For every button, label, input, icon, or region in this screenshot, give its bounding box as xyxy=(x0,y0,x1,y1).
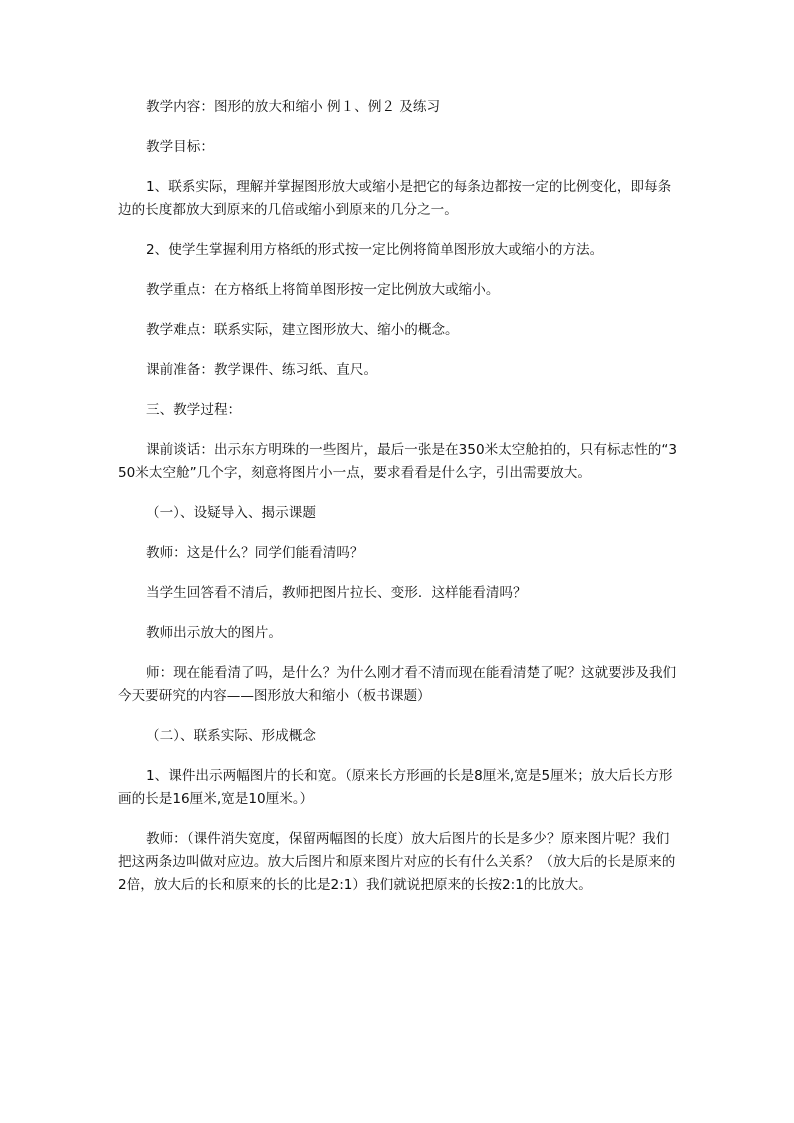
courseware-item-1: 1、课件出示两幅图片的长和宽。（原来长方形画的长是8厘米,宽是5厘米；放大后长方形画的长是16厘米,宽是10厘米。） xyxy=(118,768,673,807)
teaching-goals-heading: 教学目标： xyxy=(146,139,214,155)
teaching-difficulty: 教学难点：联系实际，建立图形放大、缩小的概念。 xyxy=(146,322,459,338)
pre-class-talk: 课前谈话：出示东方明珠的一些图片，最后一张是在350米太空舱拍的，只有标志性的“350米太空舱”几个字，刻意将图片小一点，要求看看是什么字，引出需要放大。 xyxy=(118,442,678,481)
teacher-shows-enlarged: 教师出示放大的图片。 xyxy=(146,625,282,641)
section-2-heading: （二）、联系实际、形成概念 xyxy=(146,728,316,744)
goal-item-2: 2、使学生掌握利用方格纸的形式按一定比例将简单图形放大或缩小的方法。 xyxy=(146,242,604,258)
teacher-explanation: 教师：（课件消失宽度，保留两幅图的长度）放大后图片的长是多少？原来图片呢？我们把这两条边叫做对应边。放大后图片和原来图片对应的长有什么关系？（放大后的长是原来的2倍，放大后的长和原来的长的比是2:1）我们就说把原来的长按2:1的比放大。 xyxy=(118,831,676,893)
teaching-process-heading: 三、教学过程： xyxy=(146,402,242,418)
student-response-line: 当学生回答看不清后，教师把图片拉长、变形．这样能看清吗？ xyxy=(146,585,527,601)
document-body xyxy=(118,96,678,914)
section-1-heading: （一）、设疑导入、揭示课题 xyxy=(146,505,316,521)
lesson-preparation: 课前准备：教学课件、练习纸、直尺。 xyxy=(146,362,378,378)
teacher-question-1: 教师：这是什么？同学们能看清吗？ xyxy=(146,545,364,561)
goal-item-1: 1、联系实际，理解并掌握图形放大或缩小是把它的每条边都按一定的比例变化，即每条边的长度都放大到原来的几倍或缩小到原来的几分之一。 xyxy=(118,179,672,218)
teaching-content-line: 教学内容：图形的放大和缩小 例１、例２ 及练习 xyxy=(146,99,441,115)
teaching-focus: 教学重点：在方格纸上将简单图形按一定比例放大或缩小。 xyxy=(146,282,500,298)
teacher-question-2: 师：现在能看清了吗，是什么？为什么刚才看不清而现在能看清楚了呢？这就要涉及我们今天要研究的内容——图形放大和缩小（板书课题） xyxy=(118,665,677,704)
